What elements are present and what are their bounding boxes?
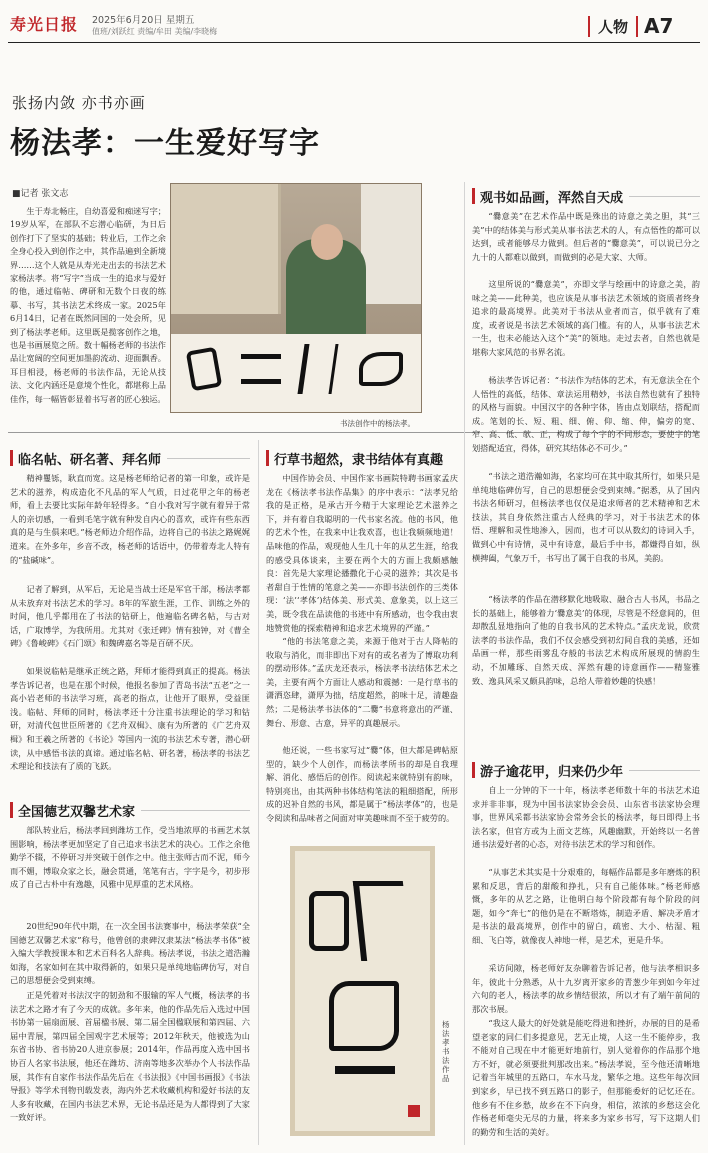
section-awards — [10, 800, 250, 1149]
article-subtitle: 张扬内敛 亦书亦画 — [12, 94, 146, 112]
article-headline: 杨法孝：一生爱好写字 — [10, 126, 320, 161]
paragraph: 中国作协会员、中国作家书画院特聘书画家孟庆龙在《杨法孝书法作品集》的序中表示：“法孝兄给我的是正格，是承古开今精于大家理论艺术滋养之下，并有着自我聪明的一代书家名流。他的书风，他的艺术个性，在我来中让我欢喜，也让我频频地道！品味他的作品，观现他人生几十年的从艺生涯，给我的感受具体谈来，主要在两个大的方面上我颇感触良：首先是大家理论播撒化于心灵的滋养；其次是书者甜自于性情的笔意之美——亦即书法创作的三类体现：‘法’‘孝体’)结体美、形式美、意象美，以上这三美，既令我在品读他的书迹中有所感动，也令我由衷地赞赏他的探索精神和追求艺术境界的严谨。” — [266, 473, 458, 633]
lead-paragraph: 生于寿北畅庄，自幼喜爱和痴迷写字；19岁从军，在部队不忘潜心临研，为日后创作打下了坚实的基础；转业后，工作之余全身心投入到创作之中，其作品遍到全新境界……这个人就是从寿光走出去的书法艺术家杨法孝。将“写字”当成一生的追求与爱好的他，通过临帖、碑研和无数个日夜的练摹、书写，其书法艺术终成一家。2025年6月14日，记者在既然同国的一处会所，见到了杨法孝老师。这里既是揽客创作之地，也是书画展览之所。数十幅杨老师的书法作品让宽阔的空间更加墨韵流动、迎面飘香。耳目相浸，杨老师的书法作品，无论从技法、文化内涵还是意境个性化，都堪称上品佳作，每一幅皆彰显着书写者的匠心独运。 — [10, 206, 166, 404]
article-byline: ■记者 张文志 — [12, 189, 69, 199]
artwork-caption: 杨法孝书法作品 — [442, 1020, 450, 1083]
article-lead — [10, 205, 166, 417]
paragraph: 如果说临帖是继承正统之路，拜师才能得到真正的提高。杨法孝告诉记者，也是在那个时候，他报名参加了青岛书法“五老”之一高小岩老师的书法学习班，高老的指点，让他开了眼界，受益匪浅。临帖、拜师的同时，杨法孝还十分注重书法理论的学习和钻研，对清代包世臣所著的《艺舟双楫》、康有为所著的《广艺舟双楫》和王羲之所著的《书论》等国内一流的书法艺术专著，潜心研读，从中感悟书法的真谛。通过临名帖、研名著，杨法孝的书法艺术理论和技法有了质的飞跃。 — [10, 666, 250, 772]
section-bar — [588, 14, 700, 38]
section-homecoming — [472, 760, 700, 1140]
section-copying — [10, 448, 250, 789]
page-number: A7 — [644, 14, 674, 38]
section-heading — [10, 448, 250, 468]
paragraph: 20世纪90年代中期，在一次全国书法赛事中，杨法孝荣获“全国德艺双馨艺术家”称号，他曾创的隶碑汉隶某法“杨法孝书体”被入编大学教授课本和艺术百科名人辞典。杨法孝说，书法之道浩瀚如海，名家如何在其中取得新的，如果只是单纯地临碑仿写，对自己的思想便会受到束缚。 — [10, 921, 250, 986]
photo-caption: 书法创作中的杨法孝。 — [340, 419, 415, 428]
section-heading — [266, 448, 458, 468]
paragraph: “从事艺术其实是十分艰难的，每幅作品都是多年磨炼的积累和反思，背后的甜酸和挣扎，只有自己能体味。”杨老师感慨，多年的从艺之路，让他明白每个阶段都有每个阶段的问题，如今“奔七”的他仍是在不断塔炼，制造矛盾、解决矛盾才是书法的最高境界，创作中的留白，疏密、大小、枯湿、粗细、飞白等，就像夜人神地一样，是艺术，更是升华。 — [472, 867, 700, 945]
section-heading — [472, 186, 700, 206]
section-title: 全国德艺双馨艺术家 — [18, 804, 136, 820]
section-name: 人物 — [588, 16, 638, 37]
paragraph: 精神矍铄，耿直而宽。这是杨老师给记者的第一印象，或许是艺术的滋养，构成造化不凡品的军人气质，日过花甲之年的杨老师，看上去要比实际年龄年轻得多。“自小我对写字就有着异于常人的亲切感，一看到毛笔字就有种发自内心的喜欢，或许有些东西真的是与生俱来吧。”杨老师边介绍作品，边将自己的书法之路娓娓道来。在外多年，乡音不改，杨老师的话语中，仍带着寿北人特有的“盐碱味”。 — [10, 473, 250, 565]
calligraphy-artwork — [290, 846, 435, 1136]
issue-date: 2025年6月20日 星期五 — [92, 15, 195, 26]
artist-photo — [170, 183, 422, 413]
column-divider — [464, 182, 465, 1145]
top-rule — [8, 42, 700, 43]
column-divider — [258, 440, 259, 1145]
paragraph: “杨法孝的作品在潜移默化地吸取、融合古人书风，书品之长的基础上，能够着力‘爨意美’的体现，尽管是不经意间的，但却散乱显地指向了他的自我书风的艺术特点。”孟庆龙说，欣赏法孝的书法作品，我们不仅会感受到初幻间自我的美感，还如品画一样，那些雨雾乱夺般的书法艺术构成所展现的情韵生动，不加雕琢、自然天成、浑然有趣的诗意画作——精鉴雅致、逸具风采又颇具韵味，总给人带着妙趣的快感！ — [472, 594, 700, 686]
paragraph: 部队转业后，杨法孝回到潍坊工作，受当地浓厚的书画艺术氛围影响，杨法孝更加坚定了自己追求书法艺术的决心。工作之余他勤学不辍，不停研习并突破于创作之中。他主张师古而不泥，师今而不媚，博取众家之长，融会贯通，笔笔有古，字字是今，初步形成了自己古朴中有逸趣，风雅中见厚重的艺术风格。 — [10, 825, 250, 890]
section-title: 游子逾花甲，归来仍少年 — [480, 764, 624, 780]
section-title: 行草书超然，隶书结体有真趣 — [274, 452, 444, 468]
paragraph: 记者了解到，从军后，无论是当战士还是军官干部，杨法孝都从未放弃对书法艺术的学习。8年的军旅生涯，工作、训练之外的时间，他几乎都用在了书法的钻研上，他遍临名碑名帖，与古对话，广取博学，为我所用。尤其对《张迁碑》情有独钟，对《曹全碑》《鲁峻碑》《石门颂》和魏碑嘉名等是百研不厌。 — [10, 584, 250, 649]
section-title: 观书如品画，浑然自天成 — [480, 190, 624, 206]
section-cursive — [266, 448, 458, 840]
newspaper-logo: 寿光日报 — [10, 15, 79, 34]
section-heading — [472, 760, 700, 780]
editor-credits: 值班/刘跃红 责编/牟田 美编/李晓梅 — [92, 27, 218, 36]
section-heading — [10, 800, 250, 820]
paragraph: 这里所说的“爨意美”，亦即文学与绘画中的诗意之美，韵味之美——此种美，也应该是从事书法艺术领域的资质者终身追求的最高境界。此美对于书法从业者而言，似乎就有了难度，或者说是书法艺术领域的高门槛。有的人，从事书法艺术一生，也未必能达入这个“美”的领地。走过去者，自然也就是堪称大家风范的书界名流。 — [472, 279, 700, 357]
paragraph: “爨意美”在艺术作品中既是殊出的诗意之美之胆，其“三美”中的结体美与形式美从事书法艺术的人，有点悟性的都可以达到，或者能够尽力做到。但后者的“爨意美”，可以说已分之九十的人都难以做到，而做到的必是大家、大师。 — [472, 211, 700, 262]
paragraph: 正是凭着对书法汉字的韧劲和不服输的军人气概，杨法孝的书法艺术之路才有了今天的成就。多年来，他的作品先后入选过中国书协第一届扇面展、首届楹书展、第二届全国楹联展和第四届、六届中青展，第四届全国观字艺术展等；2012年秋天，他被选为山东省书协、省书协20人进京参展；2014年，作品再度入选中国书协百人名家书法展，他还在潍坊、济南等地多次举办个人书法作品展，其作有自家作书法作品先后在《书法报》《中国书画报》《书法导报》等学术刊物刊载发表，海内外艺术收藏机构和爱好书法的友人多有收藏，在国内书法艺术界，无论书品还是为人都得到了大家一致好评。 — [10, 990, 250, 1123]
paragraph: 采访间隙，杨老师好友杂聊着告诉记者，他与法孝相识多年，彼此十分熟悉，从十九岁离开家乡的青葱少年到如今年过六旬的老人，杨法孝的故乡情结很浓，所以才有了端午前间的那次书展。 — [472, 963, 700, 1014]
paragraph: “书法之道浩瀚如海，名家均可在其中取其所行，如果只是单纯地临碑仿写，自己的思想便会受到束缚。”据悉，从了国内书法名师研习，但杨法孝也仅仅是追求师者的艺术精神和艺术技法，其自身依然注重古人经典的学习，对于书法艺术的体悟、理解和灵性地渗入，因而，也才可以从数幻的诗词入手，做到心中有诗情，灵中有诗意，最后手中书，都嫌得自如，纵横捭阖，气象万千，书写出了属于自我的书风，美韵。 — [472, 471, 700, 563]
paragraph: “他的书法笔意之美，来源于他对于古人降帖的收取与消化，而非即出下对有的或名者为了博取功利的摆动形体。”孟庆龙还表示，杨法孝书法结体艺术之美，主要有两个方面让人感动和震撼：一是行草书的潇洒恣肆，潇厚为拙，结度超然，韵味十足，清趣盎然；二是杨法孝书法体的“二爨”书意将意出的严谨、舞台、形意、古意，异平的真趣展示。 — [266, 636, 458, 728]
paragraph: 他还说，一些书家写过“爨”体，但大都是碑帖原型的，缺少个人创作，而杨法孝所书的却是自我理解、消化、感悟后的创作。阅读起来就特别有韵味，特别亮出，由其两种书体结构笔法的粗细搭配，所形成的迟补自然的书风，都是属于“杨法孝体”的，也是令阅读和品味者之间面对审美趣味而不至于疲劳的。 — [266, 745, 458, 823]
paragraph: 自上一分钟的下一十年，杨法孝老师数十年的书法艺术追求并非非事，现为中国书法家协会会员、山东省书法家协会理事，世界风采都书法家协会常务会长的杨法孝，每日即得上书法名家，但官方或为上面文艺练，风趣幽默，开始终以一名普通书法爱好者的心态，对待书法艺术的学习和创作。 — [472, 785, 700, 850]
paragraph: “我这人最大的好处就是能吃得进和挫折，办展的目的是希望老家的同仁们多提意见，艺无止境，人这一生不能停步，我不能对自己现在中才能更好地前行，别人觉着你的作品那个地方不好，就必须要批判那改出来。”杨法孝说，至今他还清晰地记着当年城里的五路口，车水马龙，繁华之地。这些年每次回到家乡，早已找不到五路口的影子，但那能委好的记忆还在。他乡有不住乡愁，故乡在不下向身，相信，浓浓的乡愁这会化作杨老师毫尖无尽的力量，将来多为家乡书写，写下这期人们的勤劳和生活的美好。 — [472, 1018, 700, 1137]
section-title: 临名帖、研名著、拜名师 — [18, 452, 162, 468]
paragraph: 杨法孝告诉记者：“书法作为结体的艺术，有无意法全在个人悟性的高低，结体、章法运用精妙，书法自然也就有了独特的风格与面貌。中国汉字的各种字体，皆由点划联结，搭配而成。笔划的长、短、粗、细、俯、仰、缩、伸，偏旁的宽、窄、高、低、欹、正，构成了每个字的不同形态，要使字的笔划搭配适宜，得体，研究其结体必不可少。” — [472, 375, 700, 453]
section-viewing — [472, 186, 700, 702]
